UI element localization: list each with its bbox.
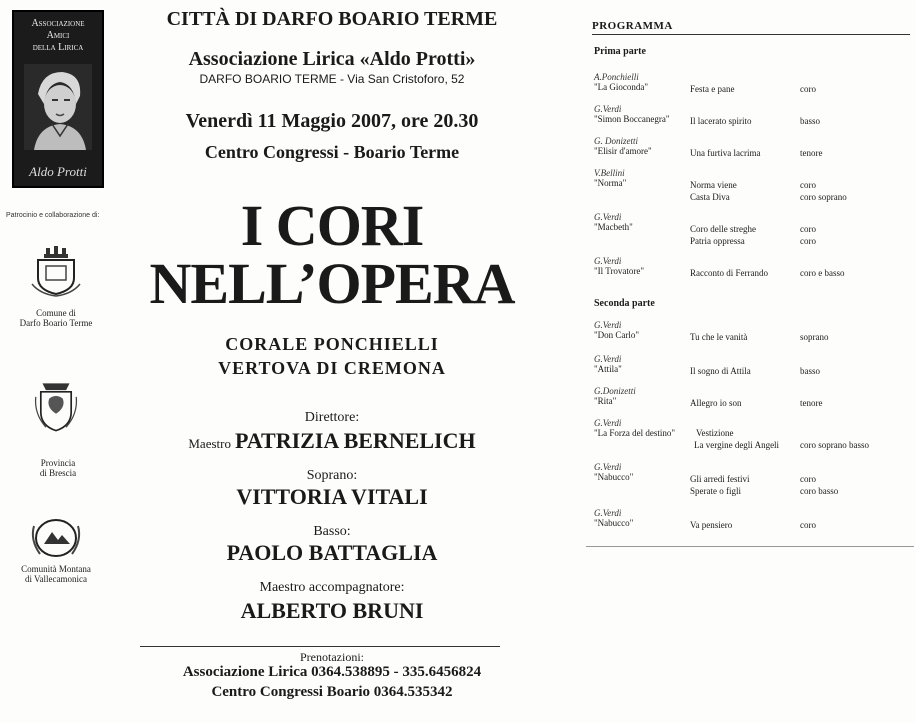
program-piece: Il lacerato spirito [690,116,752,126]
program-piece: Vestizione [696,428,734,438]
program-opera: "Norma" [594,178,627,188]
program-composer: G.Verdi [594,354,622,364]
choir-name-line-2: VERTOVA DI CREMONA [218,358,446,378]
program-opera: "Il Trovatore" [594,266,645,276]
program-part-2-label: Seconda parte [594,298,655,309]
program-voice: coro [800,520,816,530]
crest-label-vallecamonica-1: Comunità Montana [21,564,91,574]
program-piece: Va pensiero [690,520,733,530]
event-title-line-2: NELL’OPERA [149,251,515,316]
program-piece: La vergine degli Angeli [694,440,780,450]
program-opera: "Simon Boccanegra" [594,114,670,124]
logo-signature: Aldo Protti [29,164,87,179]
program-opera: "Elisir d'amore" [594,146,652,156]
program-composer: A.Ponchielli [594,72,639,82]
association-name: Associazione Lirica «Aldo Protti» [188,48,476,70]
accompanist-name: ALBERTO BRUNI [240,598,424,623]
program-opera: "La Forza del destino" [594,428,676,438]
vallecamonica-emblem-icon [28,512,84,566]
logo-line-3: della Lirica [32,42,84,53]
program-piece: Casta Diva [690,192,730,202]
program-composer: G.Verdi [594,462,622,472]
brescia-coat-of-arms-icon [28,380,84,434]
program-piece: Coro delle streghe [690,224,756,234]
program-voice: tenore [800,398,823,408]
booking-phone-congress-center: Centro Congressi Boario 0364.535342 [211,684,453,700]
logo-line-1: Associazione [31,18,85,29]
crest-label-darfo-2: Darfo Boario Terme [19,318,93,328]
program-opera: "Don Carlo" [594,330,640,340]
program-opera: "Nabucco" [594,472,634,482]
program-piece: Gli arredi festivi [690,474,750,484]
program-composer: G.Verdi [594,320,622,330]
program-opera: "La Gioconda" [594,82,649,92]
program-piece: Sperate o figli [690,486,741,496]
bass-role: Basso: [313,524,351,539]
program-voice: coro soprano basso [800,440,869,450]
crest-label-darfo-1: Comune di [36,308,76,318]
association-logo [12,10,104,188]
program-voice: soprano [800,332,829,342]
program-composer: G.Verdi [594,256,622,266]
association-address: DARFO BOARIO TERME - Via San Cristoforo, 52 [199,72,465,86]
event-date: Venerdì 11 Maggio 2007, ore 20.30 [185,110,479,132]
program-piece: Racconto di Ferrando [690,268,768,278]
program-voice: tenore [800,148,823,158]
crest-label-vallecamonica-2: di Vallecamonica [24,574,88,584]
program-opera: "Attila" [594,364,622,374]
singer-portrait-image [24,64,92,150]
program-piece: Il sogno di Attila [690,366,751,376]
program-voice: coro soprano [800,192,847,202]
program-opera: "Rita" [594,396,617,406]
program-composer: G.Verdi [594,418,622,428]
accompanist-role: Maestro accompagnatore: [259,580,405,595]
crest-label-brescia-1: Provincia [40,458,76,468]
divider-line [140,646,500,647]
program-voice: basso [800,366,820,376]
darfo-coat-of-arms-icon [28,244,84,298]
program-composer: G.Verdi [594,508,622,518]
director-line [118,428,546,454]
choir-name-line-1: CORALE PONCHIELLI [225,334,439,354]
program-piece: Una furtiva lacrima [690,148,761,158]
booking-phone-association: Associazione Lirica 0364.538895 - 335.6456824 [182,664,482,680]
program-composer: G. Donizetti [594,136,638,146]
program-end-rule [586,546,914,547]
program-composer: V.Bellini [594,168,625,178]
booking-label: Prenotazioni: [300,650,364,664]
program-voice: coro e basso [800,268,845,278]
program-piece: Norma viene [690,180,737,190]
program-composer: G.Verdi [594,212,622,222]
program-voice: coro [800,224,816,234]
logo-line-2: Amici [46,30,70,41]
program-voice: coro [800,180,816,190]
event-venue: Centro Congressi - Boario Terme [204,142,460,162]
program-piece: Patria oppressa [690,236,745,246]
program-composer: G.Verdi [594,104,622,114]
director-prefix: Maestro [188,436,231,451]
program-voice: coro [800,84,816,94]
soprano-role: Soprano: [306,468,358,483]
program-piece: Festa e pane [690,84,735,94]
bass-name: PAOLO BATTAGLIA [226,540,438,565]
program-voice: basso [800,116,820,126]
program-piece: Tu che le vanità [690,332,748,342]
city-heading: CITTÀ DI DARFO BOARIO TERME [166,8,498,30]
soprano-name: VITTORIA VITALI [236,484,428,509]
program-voice: coro [800,236,816,246]
program-piece: Allegro io son [690,398,742,408]
program-voice: coro [800,474,816,484]
event-title-line-1: I CORI [240,193,424,258]
program-composer: G.Donizetti [594,386,636,396]
program-part-1-label: Prima parte [594,46,646,57]
patronage-label: Patrocinio e collaborazione di: [6,212,100,219]
director-role: Direttore: [304,410,360,425]
program-voice: coro basso [800,486,839,496]
program-opera: "Macbeth" [594,222,633,232]
program-heading: PROGRAMMA [592,20,910,35]
crest-label-brescia-2: di Brescia [39,468,77,478]
program-opera: "Nabucco" [594,518,634,528]
director-name: PATRIZIA BERNELICH [234,428,476,453]
